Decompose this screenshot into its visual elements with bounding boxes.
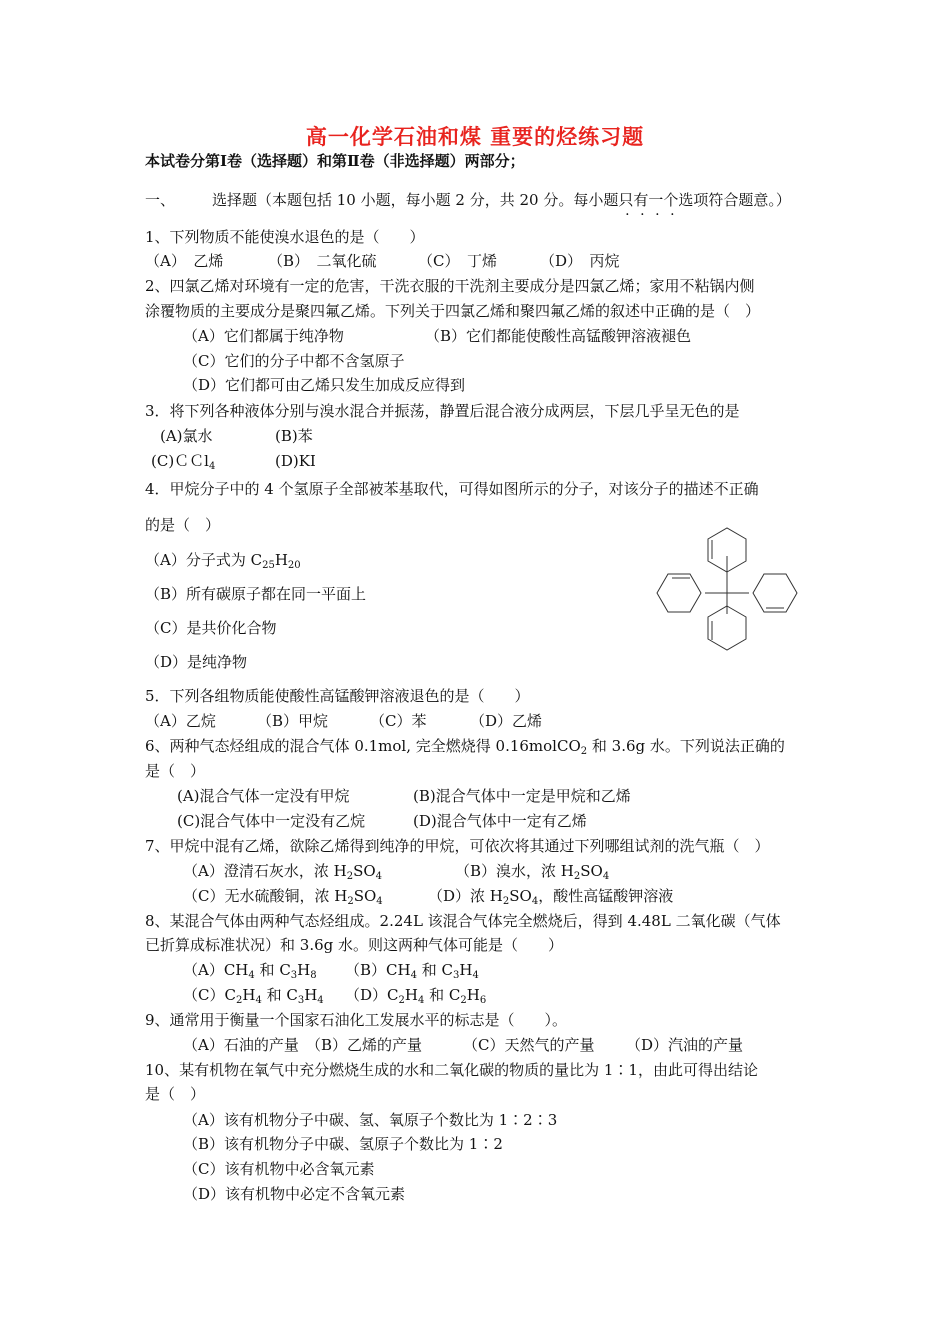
q4-option-c: （C）是共价化合物 [145,619,277,637]
q1-option-b: （B） 二氧化硫 [268,252,377,270]
q2-option-c: （C）它们的分子中都不含氢原子 [183,352,405,370]
q5-option-d: （D）乙烯 [470,712,543,730]
question-5-stem: 5．下列各组物质能使酸性高锰酸钾溶液退色的是（ ） [145,687,530,705]
q7-option-d: （D）浓 $H_2SO_4$，酸性高锰酸钾溶液 [428,887,674,907]
question-10-stem-1: 10、某有机物在氧气中充分燃烧生成的水和二氧化碳的物质的量比为 1∶1，由此可得出结论 [145,1061,758,1079]
q9-option-b: （B）乙烯的产量 [306,1036,423,1054]
section-number: 一、 [145,191,176,209]
q2-option-a: （A）它们都属于纯净物 [183,327,344,345]
q3-option-a: (A)氯水 [160,427,213,445]
question-6-stem-2: 是（ ） [145,762,206,780]
q1-option-c: （C） 丁烯 [418,252,497,270]
q9-option-c: （C）天然气的产量 [463,1036,595,1054]
q3-option-c: (C)ＣＣl$_4$ [151,452,216,472]
q2-option-d: （D）它们都可由乙烯只发生加成反应得到 [183,376,466,394]
q7-option-c: （C）无水硫酸铜，浓 $H_2SO_4$ [183,887,383,907]
question-1-stem: 1、下列物质不能使溴水退色的是（ ） [145,228,425,246]
q8-option-a: $(A)CH_4$ 和 $C_3H_8$ [183,961,317,981]
q10-option-a: （A）该有机物分子中碳、氢、氧原子个数比为 1∶2∶3 [183,1111,558,1129]
q8-option-d: $(D)C_2H_4$ 和 $C_2H_6$ [345,986,487,1006]
q10-option-c: （C）该有机物中必含氧元素 [183,1160,375,1178]
q10-option-d: （D）该有机物中必定不含氧元素 [183,1185,406,1203]
q4-option-d: （D）是纯净物 [145,653,248,671]
q1-option-a: （A） 乙烯 [145,252,224,270]
tetraphenylmethane-structure [650,526,810,654]
question-4-stem-2: 的是（ ） [145,516,221,534]
q3-option-d: (D)KI [275,452,316,470]
question-8-stem-1: 8、某混合气体由两种气态烃组成。2.24L 该混合气体完全燃烧后，得到 4.48L 二氧化碳（气体 [145,912,781,930]
q5-option-c: （C）苯 [370,712,427,730]
q5-option-b: （B）甲烷 [257,712,329,730]
q6-option-a: (A)混合气体一定没有甲烷 [177,787,350,805]
question-8-stem-2: 已折算成标准状况）和 3.6g 水。则这两种气体可能是（ ） [145,936,563,954]
q4-option-b: （B）所有碳原子都在同一平面上 [145,585,367,603]
q4-option-a: （A）分子式为 $C_{25}H_{20}$ [145,551,301,571]
q5-option-a: （A）乙烷 [145,712,216,730]
q6-option-b: (B)混合气体中一定是甲烷和乙烯 [413,787,631,805]
question-7-stem: 7、甲烷中混有乙烯，欲除乙烯得到纯净的甲烷，可依次将其通过下列哪组试剂的洗气瓶（ ） [145,837,770,855]
q10-option-b: （B）该有机物分子中碳、氢原子个数比为 1∶2 [183,1135,503,1153]
q7-option-b: （B）溴水，浓 $H_2SO_4$ [455,862,610,882]
q8-option-b: $(B)CH_4$ 和 $C_3H_4$ [345,961,479,981]
question-9-stem: 9、通常用于衡量一个国家石油化工发展水平的标志是（ ）。 [145,1011,568,1029]
q2-option-b: （B）它们都能使酸性高锰酸钾溶液褪色 [425,327,692,345]
q6-option-d: (D)混合气体中一定有乙烯 [413,812,587,830]
q9-option-d: （D）汽油的产量 [626,1036,744,1054]
question-6-stem-1: 6、两种气态烃组成的混合气体 0.1mol, 完全燃烧得 0.16molCO$_2$ 和 3.6g 水。下列说法正确的 [145,737,785,757]
q7-option-a: （A）澄清石灰水，浓 $H_2SO_4$ [183,862,383,882]
q9-option-a: （A）石油的产量 [183,1036,299,1054]
question-2-stem-1: 2、四氯乙烯对环境有一定的危害，干洗衣服的干洗剂主要成分是四氯乙烯；家用不粘锅内侧 [145,277,755,295]
intro-line: 本试卷分第Ⅰ卷（选择题）和第Ⅱ卷（非选择题）两部分； [145,152,525,170]
question-10-stem-2: 是（ ） [145,1085,206,1103]
q8-option-c: $(C)C_2H_4$ 和 $C_3H_4$ [183,986,324,1006]
q6-option-c: (C)混合气体中一定没有乙烷 [177,812,366,830]
section-heading: 选择题（本题包括 10 小题，每小题 2 分，共 20 分。每小题只有一个选项符合题意。） [212,191,791,209]
q1-option-d: （D） 丙烷 [540,252,620,270]
question-4-stem-1: 4．甲烷分子中的 4 个氢原子全部被苯基取代，可得如图所示的分子，对该分子的描述不正确 [145,480,759,498]
page-title: 高一化学石油和煤 重要的烃练习题 [305,125,645,149]
question-3-stem: 3．将下列各种液体分别与溴水混合并振荡，静置后混合液分成两层，下层几乎呈无色的是 [145,402,740,420]
question-2-stem-2: 涂覆物质的主要成分是聚四氟乙烯。下列关于四氯乙烯和聚四氟乙烯的叙述中正确的是（ ） [145,302,761,320]
q3-option-b: (B)苯 [275,427,313,445]
